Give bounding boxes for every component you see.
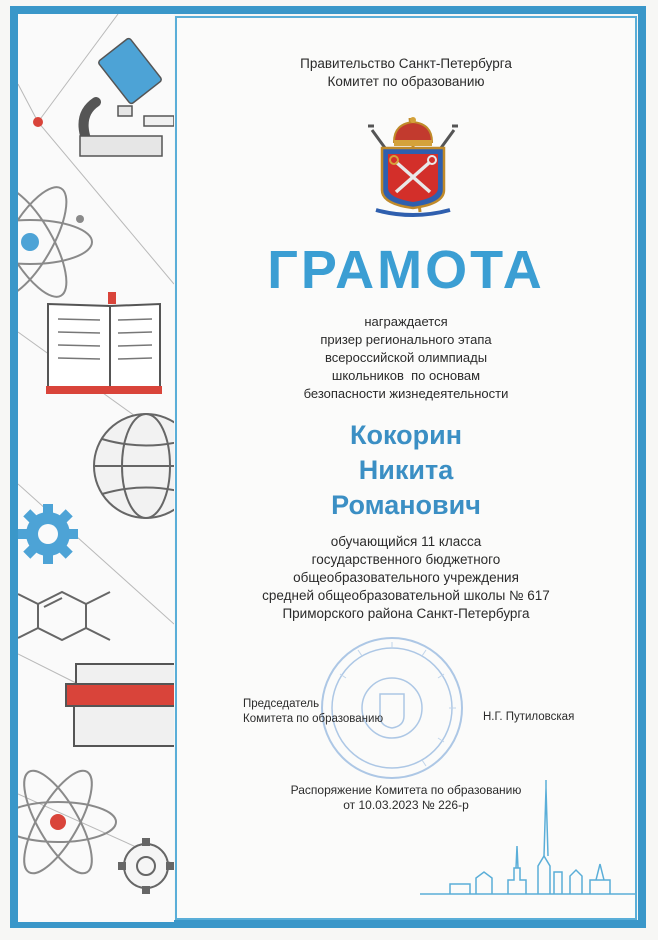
coat-of-arms-emblem	[358, 112, 468, 220]
science-illustration-panel	[18, 14, 174, 922]
atom-icon-bottom	[18, 762, 116, 882]
school-line: Приморского района Санкт-Петербурга	[282, 606, 530, 621]
award-text	[178, 313, 634, 403]
node-dot	[33, 117, 43, 127]
signatory-title	[243, 697, 383, 727]
signatory-name: Н.Г. Путиловская	[483, 711, 575, 723]
award-line: безопасности жизнедеятельности	[303, 386, 509, 401]
gear-icon	[18, 504, 78, 564]
issuer-committee: Комитет по образованию	[327, 74, 485, 89]
small-gear-icon	[118, 838, 174, 894]
microscope-icon	[80, 37, 174, 156]
science-decoration	[18, 14, 174, 922]
molecule-icon	[18, 592, 110, 640]
globe-icon	[94, 414, 174, 518]
city-skyline-illustration	[420, 776, 635, 906]
award-line: школьников по основам	[331, 368, 481, 383]
book-icon	[46, 292, 162, 394]
award-line: награждается	[364, 314, 448, 329]
order-line: Распоряжение Комитета по образованию	[290, 783, 522, 797]
issuer-government: Правительство Санкт-Петербурга	[300, 56, 512, 71]
school-line: средней общеобразовательной школы № 617	[262, 588, 550, 603]
award-line: призер регионального этапа	[320, 332, 492, 347]
recipient-surname: Кокорин	[349, 420, 463, 450]
recipient-name	[178, 418, 634, 523]
books-stack-icon	[66, 664, 174, 746]
signatory-title-line: Комитета по образованию	[243, 713, 384, 725]
school-info	[178, 533, 634, 623]
recipient-first-name: Никита	[358, 455, 454, 485]
issuer-header	[178, 55, 634, 91]
order-line: от 10.03.2023 № 226-р	[343, 798, 469, 812]
signatory-title-line: Председатель	[243, 698, 320, 710]
school-line: обучающийся 11 класса	[330, 534, 482, 549]
recipient-patronymic: Романович	[331, 490, 481, 520]
award-line: всероссийской олимпиады	[324, 350, 488, 365]
school-line: общеобразовательного учреждения	[293, 570, 519, 585]
document-title: ГРАМОТА	[267, 240, 545, 300]
school-line: государственного бюджетного	[311, 552, 501, 567]
